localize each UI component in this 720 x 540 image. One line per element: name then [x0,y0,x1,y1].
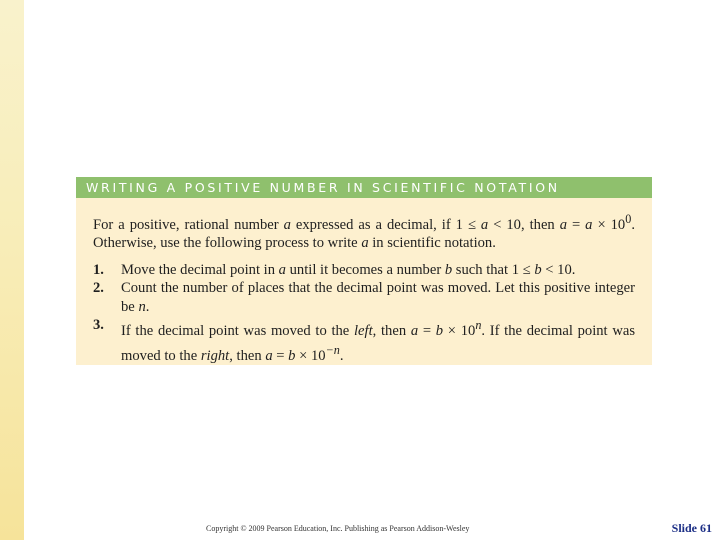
step-text-part: such that 1 ≤ [452,261,535,278]
intro-text: < 10, then [488,216,560,233]
step-text-part: Count the number of places that the decimal point was moved. Let this positive integer be [121,280,635,315]
exponent: −n [325,342,340,357]
intro-text: . Otherwise, use the following process to write [93,216,635,252]
var-b: b [444,261,453,278]
var-a: a [559,216,567,233]
box-body [76,198,652,365]
var-n: n [138,298,146,315]
slide-label: Slide [671,521,697,535]
step-1 [93,261,635,280]
side-decoration-bar [0,0,24,540]
intro-text: in scientific notation. [368,235,496,252]
step-text [121,316,635,365]
step-text-part: until it becomes a number [285,261,445,278]
emphasis-right: right [200,347,230,364]
var-a: a [265,347,273,364]
var-a: a [361,235,369,252]
step-text-part: × 10 [295,347,326,364]
intro-text: × 10 [592,216,626,233]
definition-box [76,177,652,365]
exponent: 0 [625,212,632,226]
intro-paragraph [93,210,635,253]
step-text-part: . [145,298,150,315]
step-2 [93,279,635,316]
copyright-footer: Copyright © 2009 Pearson Education, Inc. Publishing as Pearson Addison-Wesley [206,524,470,533]
step-text-part: × 10 [443,323,476,340]
var-a: a [410,323,419,340]
step-text-part: , then [229,347,266,364]
step-text-part: . If the decimal point was moved to the [121,323,636,364]
intro-text: = [567,216,586,233]
step-number: 1. [93,261,104,278]
step-3 [93,316,635,365]
step-number: 2. [93,280,104,297]
var-a: a [585,216,593,233]
var-b: b [288,347,296,364]
intro-text: expressed as a decimal, if 1 ≤ [290,216,481,233]
step-text-part: < 10. [541,261,576,278]
step-text-part: = [418,323,436,340]
step-text [121,279,635,316]
step-text [121,261,635,280]
var-a: a [283,216,291,233]
var-b: b [534,261,542,278]
steps-list [93,261,635,365]
var-a: a [480,216,489,233]
emphasis-left: left [353,323,373,340]
var-a: a [278,261,286,278]
slide-number [672,521,712,536]
step-number: 3. [93,317,104,334]
box-title: WRITING A POSITIVE NUMBER IN SCIENTIFIC NOTATION [76,177,652,198]
exponent: n [475,318,482,333]
slide-number-value: 61 [700,521,712,535]
step-text-part: = [272,347,289,364]
step-text-part: . [339,347,344,364]
intro-text: For a positive, rational number [93,216,284,233]
step-text-part: , then [372,323,411,340]
step-text-part: If the decimal point was moved to the [121,323,354,340]
step-text-part: Move the decimal point in [121,261,279,278]
var-b: b [435,323,444,340]
